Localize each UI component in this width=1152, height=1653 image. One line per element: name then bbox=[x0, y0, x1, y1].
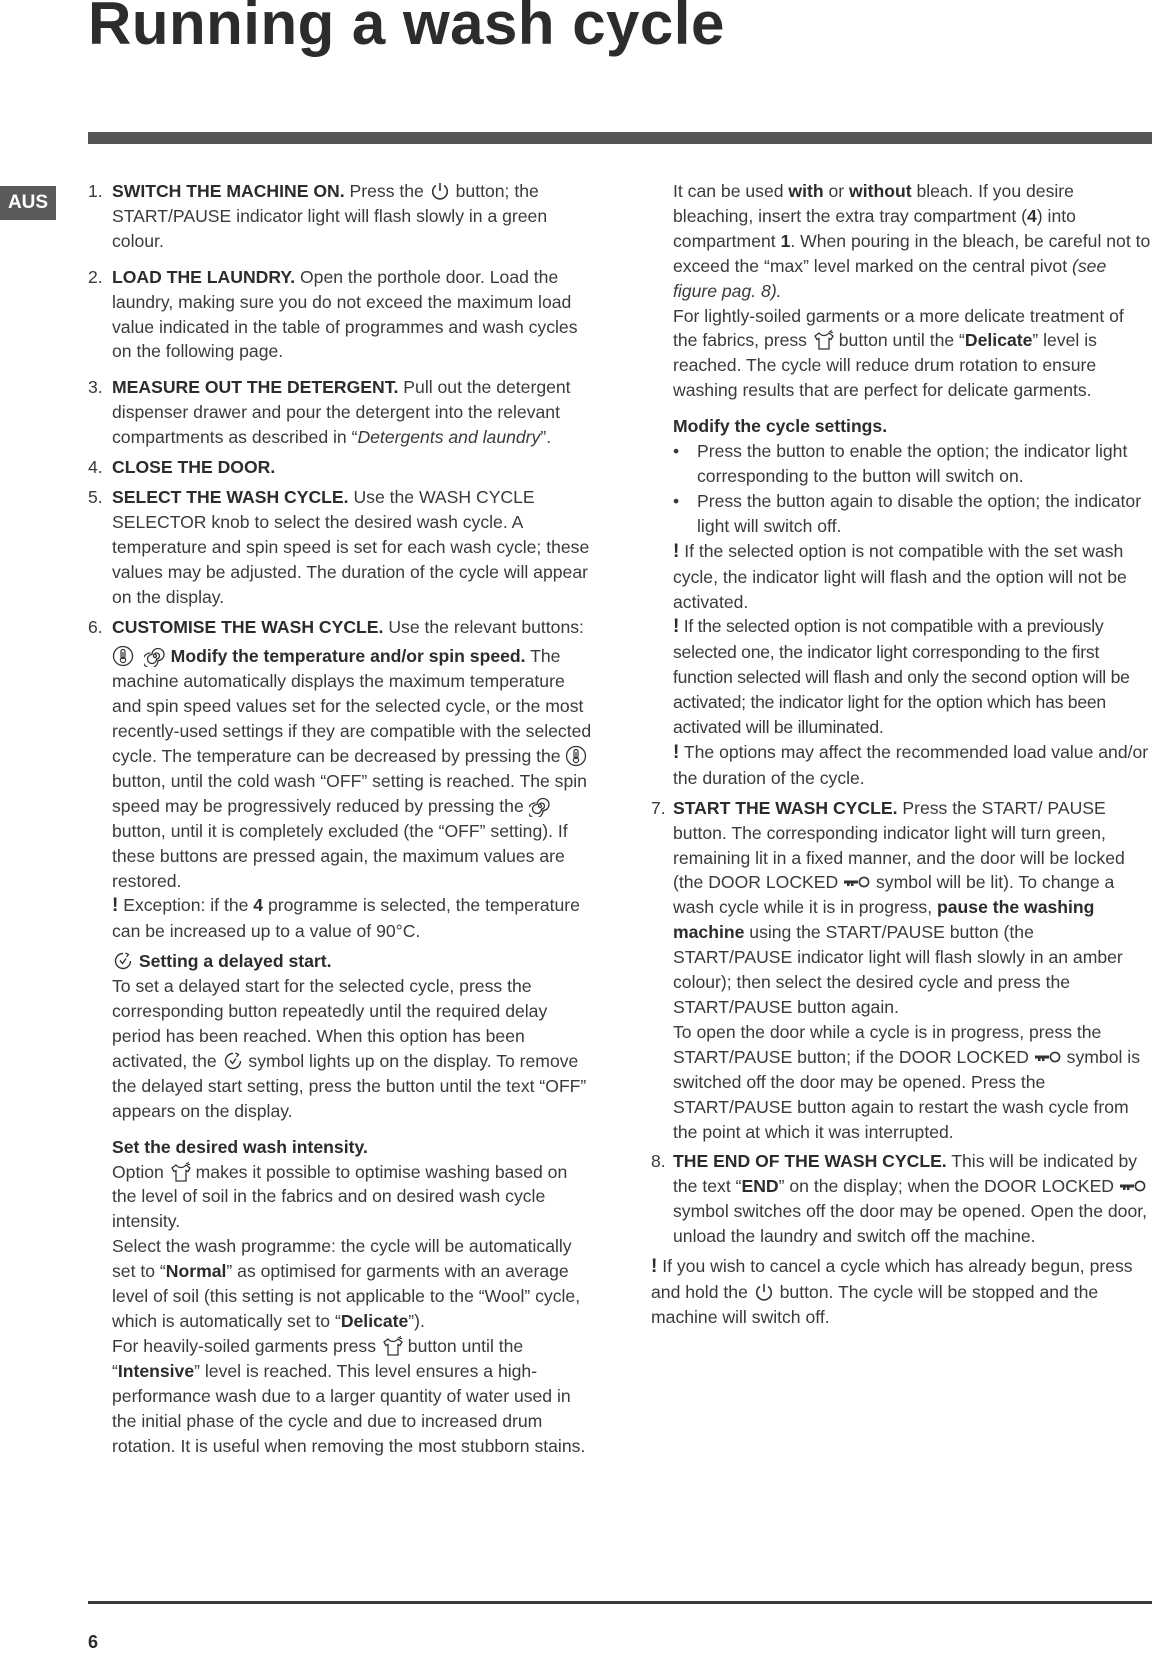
step-3-heading: MEASURE OUT THE DETERGENT. bbox=[112, 377, 399, 398]
step-1-heading: SWITCH THE MACHINE ON. bbox=[112, 181, 345, 201]
warning-mark: ! bbox=[112, 895, 119, 917]
step-2-heading: LOAD THE LAUNDRY. bbox=[112, 266, 296, 287]
warning-note-1: ! If the selected option is not compatible with the set wash cycle, the indicator light will flash and the option will not be activated. bbox=[673, 540, 1127, 612]
temperature-icon bbox=[112, 645, 134, 667]
step-6-heading: CUSTOMISE THE WASH CYCLE. bbox=[112, 616, 384, 637]
door-locked-key-icon bbox=[1034, 1050, 1062, 1064]
right-column bbox=[651, 179, 1151, 1330]
step-7-heading: START THE WASH CYCLE. bbox=[673, 797, 898, 818]
step-5-heading: SELECT THE WASH CYCLE. bbox=[112, 486, 349, 507]
page-number: 6 bbox=[88, 1632, 99, 1652]
exception-note: ! Exception: if the 4 programme is selected, the temperature can be increased up to a value of 90°C. bbox=[112, 895, 580, 942]
step-1: 1. SWITCH THE MACHINE ON. Press the button; the START/PAUSE indicator light will flash slowly in a green colour. bbox=[88, 181, 548, 251]
bullet-item: • Press the button again to disable the option; the indicator light will switch off. bbox=[673, 489, 1151, 539]
step-2: 2. LOAD THE LAUNDRY. Open the porthole door. Load the laundry, making sure you do not exceed the maximum load value indicated in the table of programmes and wash cycles on the following page. bbox=[88, 266, 578, 362]
cancel-cycle-note: ! If you wish to cancel a cycle which has already begun, press and hold the button. The cycle will be stopped and the machine will switch off. bbox=[651, 1256, 1133, 1327]
step-8-heading: THE END OF THE WASH CYCLE. bbox=[673, 1151, 947, 1172]
warning-mark: ! bbox=[673, 616, 680, 638]
delayed-start-heading: Setting a delayed start. bbox=[112, 949, 593, 974]
delicate-paragraph: For lightly-soiled garments or a more delicate treatment of the fabrics, press button until the “Delicate” level is reached. The cycle will reduce drum rotation to ensure washing results that are perfect for delicate garments. bbox=[673, 305, 1124, 401]
step-8: 8. THE END OF THE WASH CYCLE. This will be indicated by the text “END” on the display; when the DOOR LOCKED symbol switches off the door may be opened. Open the door, unload the laundry and switch off the machine. bbox=[651, 1151, 1148, 1247]
power-icon bbox=[429, 180, 451, 202]
modify-settings-heading: Modify the cycle settings. bbox=[673, 416, 888, 437]
left-column bbox=[88, 179, 593, 1458]
warning-note-3: ! The options may affect the recommended load value and/or the duration of the cycle. bbox=[673, 741, 1149, 788]
intensity-shirt-icon bbox=[812, 329, 834, 351]
temperature-spin-section: Modify the temperature and/or spin speed. The machine automatically displays the maximum temperature and spin speed values set for the selected cycle, or the most recently-used settings if they are compatible with the selected cycle. The temperature can be decreased by pressing the button, until the cold wash “OFF” setting is reached. The spin speed may be progressively reduced by pressing the button, until it is completely excluded (the “OFF” setting). If these buttons are pressed again, the maximum values are restored. bbox=[112, 646, 592, 891]
wash-intensity-normal: Select the wash programme: the cycle will be automatically set to “Normal” as optimised for garments with an average level of soil (this setting is not applicable to the “Wool” cycle, which is automatically set to “Delicate”). bbox=[112, 1236, 581, 1331]
language-tab: AUS bbox=[0, 186, 56, 220]
door-locked-key-icon bbox=[843, 875, 871, 889]
warning-mark: ! bbox=[673, 741, 680, 763]
bleach-paragraph: It can be used with or without bleach. If you desire bleaching, insert the extra tray compartment (4) into compartment 1. When pouring in the bleach, be careful not to exceed the “max” level marked on the central pivot (see figure pag. 8). bbox=[673, 181, 1151, 301]
delay-timer-icon bbox=[112, 950, 134, 972]
step-3: 3. MEASURE OUT THE DETERGENT. Pull out the detergent dispenser drawer and pour the detergent into the relevant compartments as described in “Detergents and laundry”. bbox=[88, 377, 571, 448]
warning-mark: ! bbox=[651, 1256, 658, 1278]
page-title: Running a wash cycle bbox=[88, 0, 725, 57]
spin-icon bbox=[144, 645, 166, 667]
delay-timer-icon bbox=[222, 1050, 244, 1072]
power-icon bbox=[753, 1281, 775, 1303]
wash-intensity-intensive: For heavily-soiled garments press button until the “Intensive” level is reached. This level ensures a high-performance wash due to a larger quantity of water used in the initial phase of the cycle and due to increased drum rotation. It is useful when removing the most stubborn stains. bbox=[112, 1335, 586, 1456]
step-5: 5. SELECT THE WASH CYCLE. Use the WASH CYCLE SELECTOR knob to select the desired wash cycle. A temperature and spin speed is set for each wash cycle; these values may be adjusted. The duration of the cycle will appear on the display. bbox=[88, 486, 590, 607]
step-4: 4. CLOSE THE DOOR. bbox=[88, 457, 276, 478]
intensity-shirt-icon bbox=[169, 1161, 191, 1183]
warning-note-2: ! If the selected option is not compatible with a previously selected one, the indicator light corresponding to the first function selected will flash and only the second option will be activated; the indicator light for the option which has been activated will be illuminated. bbox=[673, 616, 1130, 738]
header-rule bbox=[88, 132, 1152, 144]
delayed-start-text: To set a delayed start for the selected cycle, press the corresponding button repeatedly until the required delay period has been reached. When this option has been activated, the symbol lights up on the display. To remove the delayed start setting, press the button until the text “OFF” appears on the display. bbox=[112, 976, 587, 1121]
wash-intensity-text: Option makes it possible to optimise washing based on the level of soil in the fabrics and on desired wash cycle intensity. bbox=[112, 1161, 568, 1232]
step-4-heading: CLOSE THE DOOR. bbox=[112, 457, 276, 478]
footer-rule bbox=[88, 1601, 1152, 1604]
step-7: 7. START THE WASH CYCLE. Press the START/ PAUSE button. The corresponding indicator light will turn green, remaining lit in a fixed manner, and the door will be locked (the DOOR LOCKED symbol will be lit). To change a wash cycle while it is in progress, pause the washing machine using the START/PAUSE button (the START/PAUSE indicator light will flash slowly in an amber colour); then select the desired cycle and press the START/PAUSE button again. To open the door while a cycle is in progress, press the START/PAUSE button; if the DOOR LOCKED symbol is switched off the door may be opened. Press the START/PAUSE button again to restart the wash cycle from the point at which it was interrupted. bbox=[651, 797, 1141, 1142]
intensity-shirt-icon bbox=[381, 1335, 403, 1357]
bullet-item: • Press the button to enable the option; the indicator light corresponding to the button will switch on. bbox=[673, 439, 1151, 489]
temperature-icon bbox=[565, 745, 587, 767]
step-6: 6. CUSTOMISE THE WASH CYCLE. Use the relevant buttons: Modify the temperature and/or spin speed. The machine automatically displays the maximum temperature and spin speed values set for the selected cycle, or the most recently-used settings if they are compatible with the selected cycle. The temperature can be decreased by pressing the button, until the cold wash “OFF” setting is reached. The spin speed may be progressively reduced by pressing the button, until it is completely excluded (the “OFF” setting). If these buttons are pressed again, the maximum values are restored. ! Exception: if the 4 programme is selected, the temperature can be increased up to a value of 90°C. Setting a delayed start. To set a delayed start for the selected cycle, press the corresponding button repeatedly until the required delay period has been reached. When this option has been activated, the symbol lights up on the display. To remove the delayed start setting, press the button until the text “OFF” appears on the display. Set the desired wash intensity. Option makes it possible to optimise washing based on the level of soil in the fabrics and on desired wash cycle intensity. Select the wash programme: the cycle will be automatically set to “Normal” as optimised for garments with an average level of soil (this setting is not applicable to the “Wool” cycle, which is automatically set to “Delicate”). For heavily-soiled garments press button until the “Intensive” level is reached. This level ensures a high-performance wash due to a larger quantity of water used in the initial phase of the cycle and due to increased drum rotation. It is useful when removing the most stubborn stains. bbox=[88, 615, 593, 1459]
wash-intensity-heading: Set the desired wash intensity. bbox=[112, 1136, 368, 1157]
spin-icon bbox=[529, 795, 551, 817]
warning-mark: ! bbox=[673, 540, 680, 562]
door-locked-key-icon bbox=[1119, 1179, 1147, 1193]
